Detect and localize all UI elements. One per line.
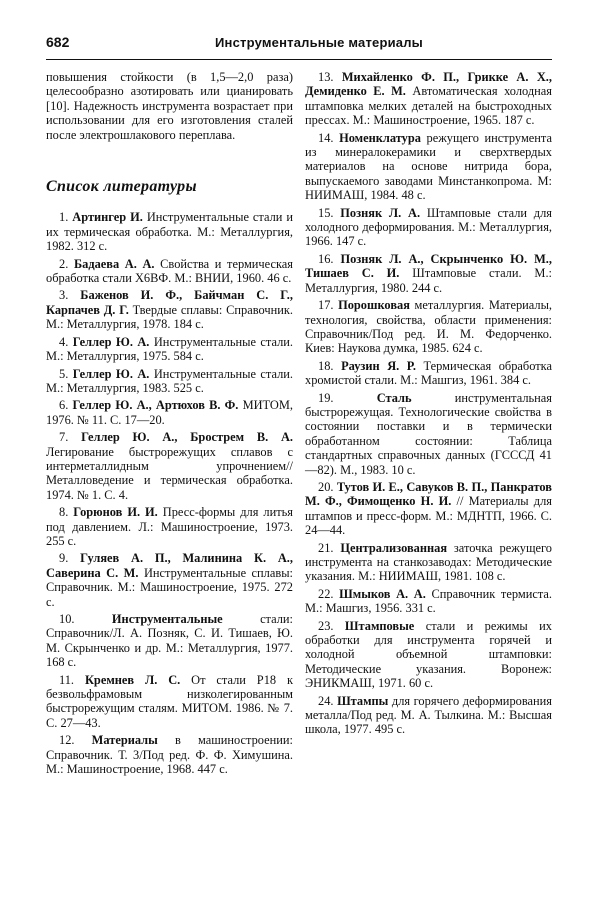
reference-number: 19. [318, 390, 334, 405]
reference-number: 10. [59, 612, 75, 626]
reference-text: для горячего деформирования металла/Под ред. М. А. Тылкина. М.: Высшая школа, 1977. 495 с. [305, 693, 552, 737]
reference-number: 3. [59, 288, 69, 303]
reference-text: Справочник термиста. М.: Машгиз, 1956. 331 с. [305, 586, 552, 616]
reference-authors: Геллер Ю. А. [72, 366, 150, 381]
reference-number: 15. [318, 205, 334, 220]
reference-text: Пресс-формы для литья под давлением. Л.: Машиностроение, 1973. 255 с. [46, 505, 293, 548]
reference-text: металлургия. Материалы, технология, свойства, области применения: Справочник/Под ред. И. М. Федорченко. Киев: Наукова думка, 1985. 624 с. [305, 298, 552, 356]
reference-number: 21. [318, 540, 334, 555]
reference-authors: Артингер И. [72, 210, 143, 225]
reference-number: 20. [318, 479, 334, 494]
reference-number: 17. [318, 298, 334, 313]
reference-number: 9. [59, 551, 69, 566]
right-column [305, 70, 552, 779]
reference-text: Твердые сплавы: Справочник. М.: Металлургия, 1978. 184 с. [46, 302, 293, 332]
reference-number: 13. [318, 70, 334, 84]
reference-item [46, 367, 293, 396]
reference-item [46, 430, 293, 502]
reference-authors: Сталь [376, 390, 412, 405]
page-header [46, 34, 552, 60]
reference-authors: Номенклатура [339, 130, 421, 145]
running-title: Инструментальные материалы [215, 35, 423, 50]
reference-text: От стали Р18 к безвольфрамовым низколегированным быстрорежущим сталям. МИТОМ. 1986. № 7. С. 27—43. [46, 672, 293, 730]
reference-item [305, 70, 552, 128]
reference-number: 6. [59, 398, 69, 413]
reference-authors: Горюнов И. И. [73, 505, 158, 520]
reference-text: инструментальная быстрорежущая. Технологические свойства в состоянии поставки и в термически обработанном состоянии: Таблица стандартных справочных данных (ГСССД 41—82). М., 1983. 10 с. [305, 390, 552, 477]
reference-number: 23. [318, 618, 334, 633]
reference-text: Инструментальные стали и их термическая обработка. М.: Металлургия, 1982. 312 с. [46, 210, 293, 254]
left-reference-list [46, 210, 293, 776]
reference-item [46, 210, 293, 253]
reference-authors: Геллер Ю. А., Артюхов В. Ф. [72, 398, 239, 413]
reference-authors: Геллер Ю. А., Брострем В. А. [81, 430, 293, 445]
page-number: 682 [46, 34, 70, 50]
reference-item [46, 335, 293, 364]
reference-item [305, 298, 552, 356]
reference-number: 12. [59, 733, 75, 748]
reference-text: Штамповые стали для холодного деформирования. М.: Металлургия, 1966. 147 с. [305, 205, 552, 249]
reference-authors: Баженов И. Ф., Байчман С. Г., Карпачев Д. Г. [46, 288, 293, 317]
reference-number: 4. [59, 334, 69, 349]
reference-text: режущего инструмента из минералокерамики и сверхтвердых материалов на основе нитрида бора, выпускаемого заводами Минстанкопрома. М: НИИМАШ, 1984. 48 с. [305, 130, 552, 203]
reference-authors: Шмыков А. А. [339, 586, 426, 601]
reference-item [305, 131, 552, 203]
reference-item [305, 391, 552, 477]
reference-authors: Бадаева А. А. [73, 256, 155, 271]
reference-authors: Порошковая [338, 298, 410, 313]
reference-authors: Позняк Л. А., Скрынченко Ю. М., Тишаев С. И. [305, 251, 552, 281]
reference-text: МИТОМ, 1976. № 11. С. 17—20. [46, 398, 293, 427]
reference-authors: Гуляев А. П., Малинина К. А., Саверина С. М. [46, 551, 293, 580]
reference-number: 5. [59, 366, 69, 381]
reference-number: 22. [318, 586, 334, 601]
reference-text: в машиностроении: Справочник. Т. 3/Под ред. Ф. Ф. Химушина. М.: Машиностроение, 1968. 447 с. [46, 733, 293, 777]
reference-item [305, 619, 552, 691]
reference-authors: Материалы [91, 733, 158, 748]
reference-authors: Геллер Ю. А. [72, 334, 150, 349]
reference-authors: Раузин Я. Р. [341, 358, 416, 373]
left-column [46, 70, 293, 779]
reference-item [305, 694, 552, 737]
reference-item [46, 551, 293, 609]
reference-number: 1. [59, 210, 69, 225]
reference-text: Свойства и термическая обработка стали Х6ВФ. М.: ВНИИ, 1960. 46 с. [46, 256, 293, 286]
reference-text: стали: Справочник/Л. А. Позняк, С. И. Тишаев, Ю. М. Скрынченко и др. М.: Металлургия, 1977. 168 с. [46, 612, 293, 670]
reference-text: стали и режимы их обработки для инструмента горячей и холодной объемной штамповки: Методические указания. Воронеж: ЭНИКМАШ, 1971. 60 с. [305, 618, 552, 691]
reference-authors: Централизованная [340, 540, 448, 555]
reference-authors: Штамповые [344, 618, 415, 633]
reference-item [305, 252, 552, 295]
right-reference-list [305, 70, 552, 737]
reference-item [305, 541, 552, 584]
reference-text: заточка режущего инструмента на станкозаводах: Методические указания. М.: НИИМАШ, 1981. 108 с. [305, 540, 552, 584]
reference-authors: Инструментальные [111, 612, 223, 626]
reference-text: // Материалы для штампов и пресс-форм. М.: МДНТП, 1966. С. 24—44. [305, 494, 552, 538]
reference-number: 14. [318, 130, 334, 145]
text-columns [46, 70, 552, 779]
reference-number: 11. [59, 672, 75, 687]
reference-number: 16. [318, 251, 334, 266]
reference-authors: Тутов И. Е., Савуков В. П., Панкратов М. Ф., Фимощенко Н. И. [305, 479, 552, 509]
reference-item [46, 612, 293, 670]
reference-authors: Позняк Л. А. [340, 205, 421, 220]
reference-authors: Кремнев Л. С. [84, 672, 181, 687]
reference-number: 24. [318, 693, 334, 708]
reference-text: Автоматическая холодная штамповка мелких деталей на быстроходных прессах. М.: Машиностроение, 1965. 187 с. [305, 84, 552, 128]
reference-item [305, 587, 552, 616]
reference-number: 2. [59, 256, 69, 271]
reference-item [305, 206, 552, 249]
reference-item [305, 480, 552, 538]
reference-item [46, 288, 293, 331]
section-title: Список литературы [46, 178, 197, 196]
intro-paragraph: повышения стойкости (в 1,5—2,0 раза) целесообразно азотировать или цианировать [10]. Надежность инструмента возрастает при использовании для его изготовления сталей после электрошлакового переплава. [46, 70, 293, 142]
reference-item [305, 359, 552, 388]
reference-number: 7. [59, 430, 69, 445]
reference-text: Штамповые стали. М.: Металлургия, 1980. 244 с. [305, 266, 552, 295]
reference-number: 18. [318, 358, 334, 373]
reference-item [46, 505, 293, 548]
reference-text: Инструментальные стали. М.: Металлургия, 1983. 525 с. [46, 366, 294, 395]
reference-text: Инструментальные стали. М.: Металлургия, 1975. 584 с. [46, 334, 294, 364]
reference-item [46, 733, 293, 776]
reference-item [46, 673, 293, 731]
reference-authors: Михайленко Ф. П., Грикке А. Х., Демиденко Е. М. [305, 70, 552, 99]
reference-number: 8. [59, 505, 69, 520]
reference-text: Легирование быстрорежущих сплавов с интерметаллидным упрочнением//Металловедение и термическая обработка. 1974. № 1. С. 4. [46, 444, 293, 502]
reference-item [46, 257, 293, 286]
reference-text: Инструментальные сплавы: Справочник. М.: Машиностроение, 1975. 272 с. [46, 565, 293, 609]
reference-item [46, 398, 293, 427]
reference-authors: Штампы [337, 693, 389, 708]
reference-text: Термическая обработка хромистой стали. М.: Машгиз, 1961. 384 с. [305, 358, 552, 388]
